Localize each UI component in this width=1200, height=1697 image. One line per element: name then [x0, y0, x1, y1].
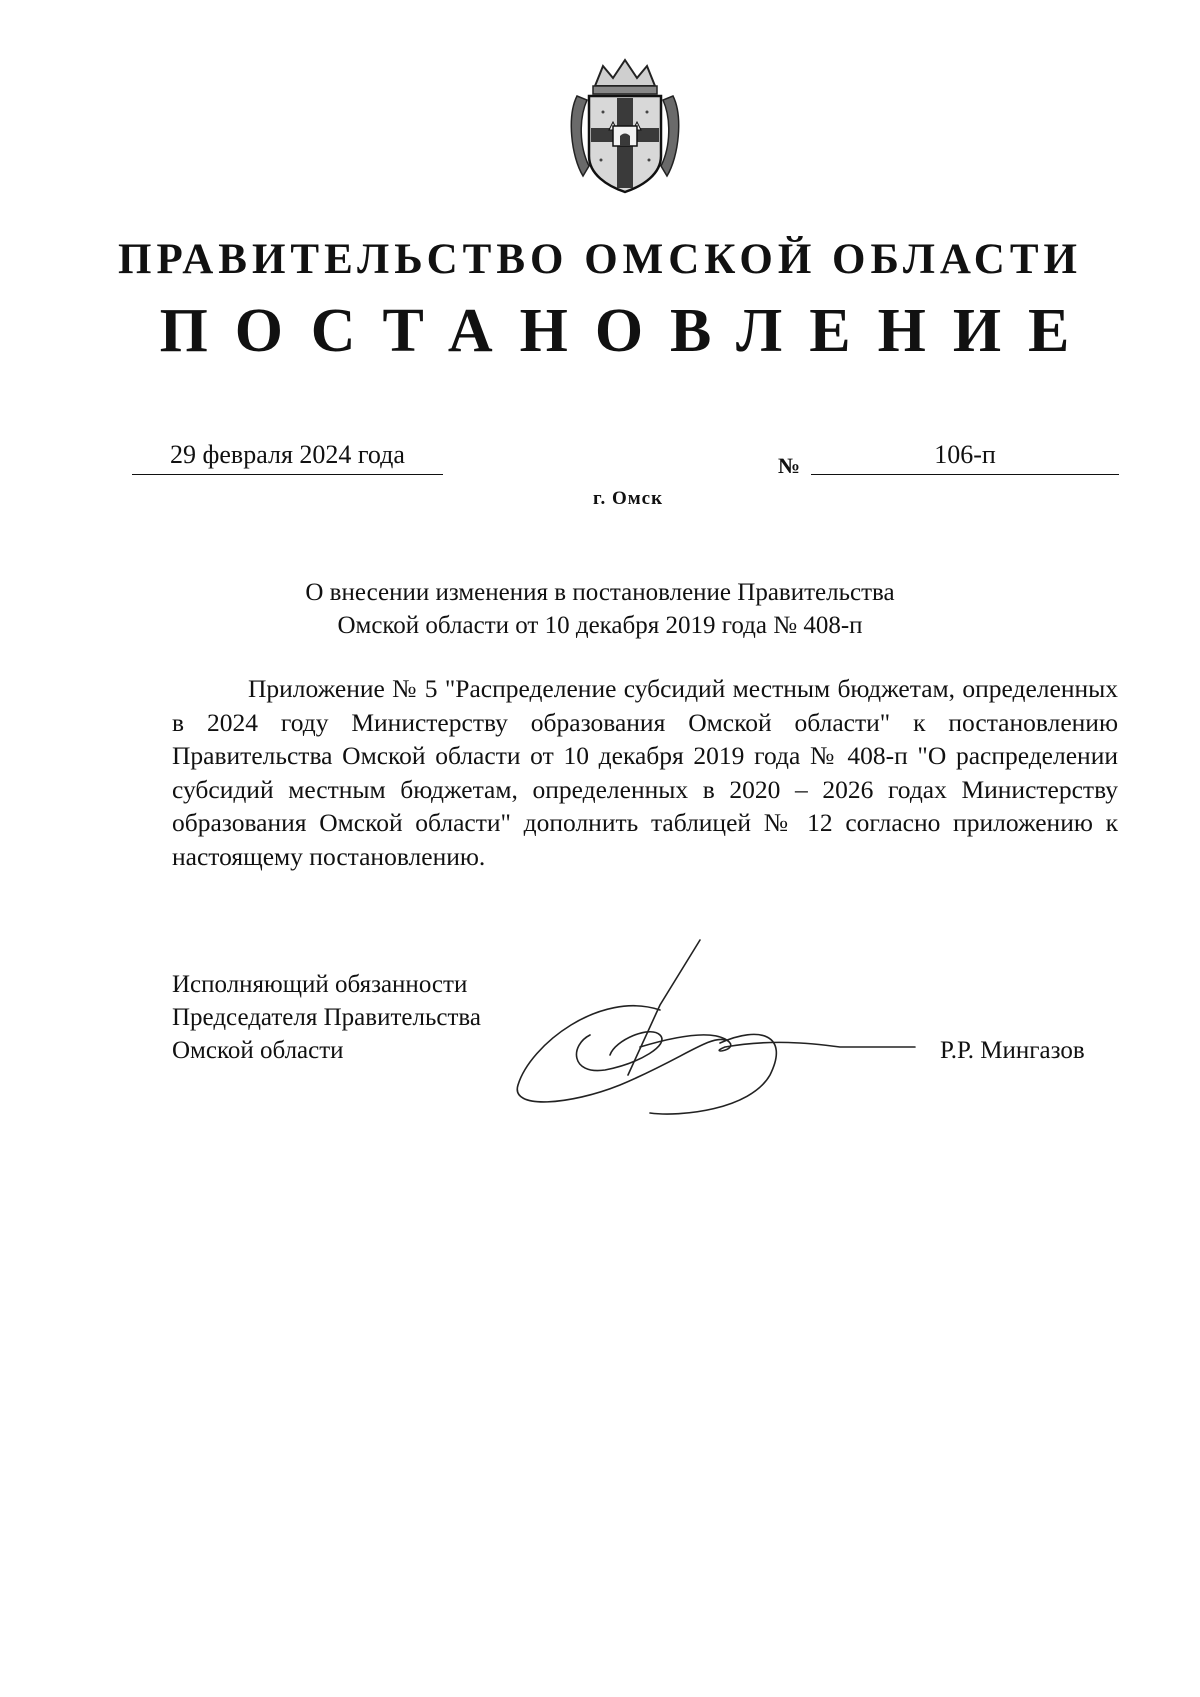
subject-line-2: Омской области от 10 декабря 2019 года № 408-п [337, 612, 863, 639]
body-paragraph: Приложение № 5 "Распределение субсидий местным бюджетам, определенных в 2024 году Министерству образования Омской области" к постановлению Правительства Омской области от 10 декабря 2019 года № 408-п "О распределении субсидий местным бюджетам, определенных в 2020 – 2026 годах Министерству образования Омской области" дополнить таблицей № 12 согласно приложению к настоящему постановлению. [172, 674, 1118, 871]
document-number: 106-п [811, 436, 1119, 475]
signer-name: Р.Р. Мингазов [940, 1037, 1085, 1064]
document-type-title: ПОСТАНОВЛЕНИЕ [159, 297, 1097, 365]
signer-position [172, 968, 481, 1067]
handwritten-signature-icon [510, 935, 930, 1125]
signer-position-line-2: Председателя Правительства [172, 1004, 481, 1031]
government-title: ПРАВИТЕЛЬСТВО ОМСКОЙ ОБЛАСТИ [118, 236, 1082, 283]
subject-line-1: О внесении изменения в постановление Правительства [305, 579, 895, 606]
coat-of-arms-icon [565, 56, 685, 196]
number-sign-label: № [778, 453, 801, 478]
signer-position-line-3: Омской области [172, 1037, 344, 1064]
city-label: г. Омск [592, 488, 664, 509]
document-date: 29 февраля 2024 года [132, 436, 443, 475]
signer-position-line-1: Исполняющий обязанности [172, 971, 468, 998]
document-subject [150, 576, 1050, 642]
